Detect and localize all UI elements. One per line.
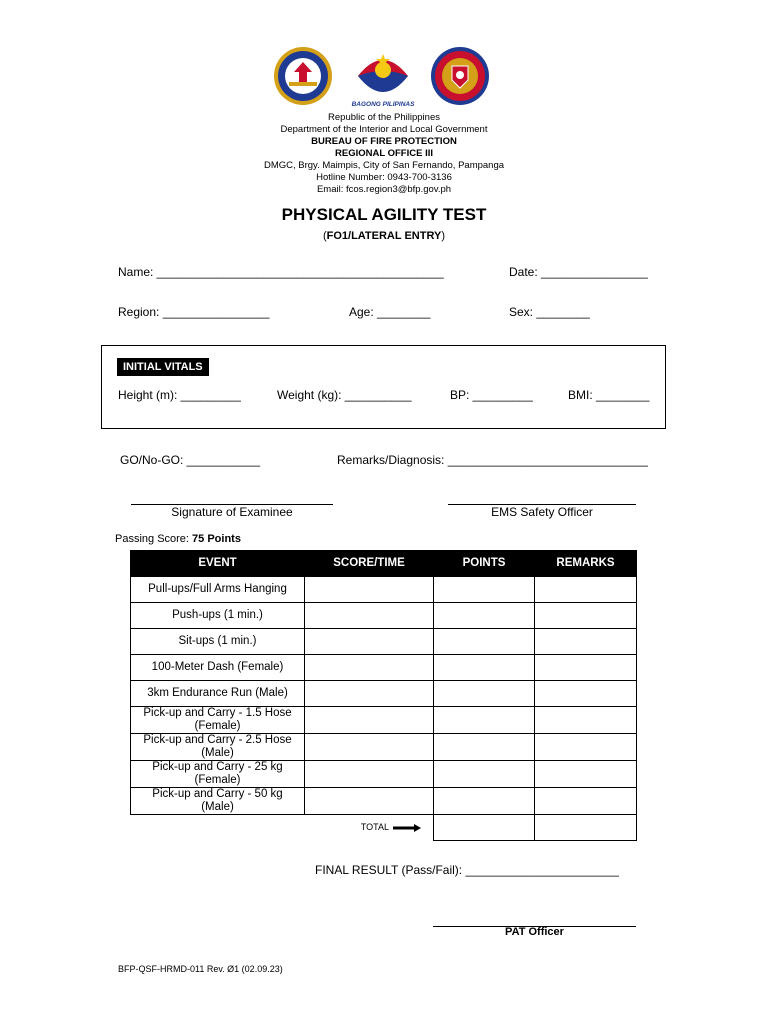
page-title: PHYSICAL AGILITY TEST [281, 205, 487, 224]
points-cell[interactable] [434, 681, 535, 707]
table-row [131, 577, 637, 603]
score-time-cell[interactable] [305, 761, 434, 788]
initial-vitals-tag: INITIAL VITALS [117, 358, 209, 376]
event-cell [131, 629, 305, 655]
event-label-line: Sit-ups (1 min.) [178, 635, 257, 647]
column-header-event: EVENT [131, 551, 305, 577]
svg-text:BAGONG PILIPINAS: BAGONG PILIPINAS [351, 101, 415, 106]
go-nogo-field[interactable]: GO/No-GO: ___________ [120, 453, 261, 467]
height-field[interactable]: Height (m): _________ [118, 388, 241, 402]
final-result-field[interactable]: FINAL RESULT (Pass/Fail): _______________________ [315, 863, 619, 877]
event-cell [131, 734, 305, 761]
points-cell[interactable] [434, 734, 535, 761]
total-points-cell[interactable] [434, 815, 535, 841]
table-row [131, 655, 637, 681]
points-cell[interactable] [434, 577, 535, 603]
event-label-line: (Male) [201, 801, 234, 813]
event-cell [131, 655, 305, 681]
points-cell[interactable] [434, 788, 535, 815]
subtitle-text: FO1/LATERAL ENTRY [326, 230, 442, 242]
event-label-line: (Male) [201, 747, 234, 759]
event-cell [131, 761, 305, 788]
remarks-cell[interactable] [535, 629, 637, 655]
name-field[interactable]: Name: ___________________________________________ [118, 265, 444, 279]
table-body [131, 577, 637, 841]
event-label-line: 100-Meter Dash (Female) [151, 661, 284, 673]
score-time-cell[interactable] [305, 734, 434, 761]
region-field[interactable]: Region: ________________ [118, 305, 270, 319]
passing-score [115, 533, 241, 545]
arrow-right-icon [393, 824, 421, 832]
column-header-points: POINTS [434, 551, 535, 577]
event-label-line: (Female) [194, 720, 241, 732]
hotline-text: Hotline Number: 0943-700-3136 [316, 172, 452, 183]
table-row [131, 603, 637, 629]
table-header-row [131, 551, 637, 577]
remarks-cell[interactable] [535, 577, 637, 603]
total-row [131, 815, 637, 841]
table-row [131, 788, 637, 815]
score-time-cell[interactable] [305, 629, 434, 655]
event-label-line: Pull-ups/Full Arms Hanging [148, 583, 287, 595]
remarks-cell[interactable] [535, 603, 637, 629]
department-text: Department of the Interior and Local Government [280, 124, 488, 135]
event-label-line: Pick-up and Carry - 25 kg [152, 761, 283, 773]
points-cell[interactable] [434, 655, 535, 681]
score-time-cell[interactable] [305, 603, 434, 629]
subtitle-open: ( [322, 230, 327, 242]
event-cell [131, 681, 305, 707]
date-field[interactable]: Date: ________________ [509, 265, 648, 279]
score-time-cell[interactable] [305, 655, 434, 681]
score-time-cell[interactable] [305, 707, 434, 734]
score-time-cell[interactable] [305, 577, 434, 603]
event-label-line: Push-ups (1 min.) [172, 609, 263, 621]
remarks-cell[interactable] [535, 761, 637, 788]
email-text: Email: fcos.region3@bfp.gov.ph [316, 184, 452, 195]
remarks-cell[interactable] [535, 734, 637, 761]
logos [0, 46, 768, 106]
points-cell[interactable] [434, 761, 535, 788]
regional-office-text: REGIONAL OFFICE III [335, 148, 433, 159]
event-label-line: Pick-up and Carry - 2.5 Hose [143, 734, 292, 746]
points-cell[interactable] [434, 707, 535, 734]
form-code: BFP-QSF-HRMD-011 Rev. Ø1 (02.09.23) [118, 964, 283, 974]
total-label: TOTAL [360, 822, 389, 833]
remarks-diagnosis-field[interactable]: Remarks/Diagnosis: ______________________________ [337, 453, 648, 467]
event-cell [131, 577, 305, 603]
remarks-cell[interactable] [535, 655, 637, 681]
table-row [131, 761, 637, 788]
score-time-cell[interactable] [305, 788, 434, 815]
address-text: DMGC, Brgy. Maimpis, City of San Fernando, Pampanga [263, 160, 505, 171]
table-row [131, 629, 637, 655]
remarks-cell[interactable] [535, 707, 637, 734]
points-cell[interactable] [434, 629, 535, 655]
event-label-line: (Female) [194, 774, 241, 786]
total-label-cell [131, 815, 434, 841]
weight-field[interactable]: Weight (kg): __________ [277, 388, 412, 402]
event-cell [131, 603, 305, 629]
pat-officer-label: PAT Officer [505, 926, 564, 938]
event-label-line: 3km Endurance Run (Male) [147, 687, 288, 699]
agility-test-table [130, 550, 637, 841]
column-header-score-time: SCORE/TIME [305, 551, 434, 577]
subtitle-close: ) [441, 230, 446, 242]
event-cell [131, 707, 305, 734]
remarks-cell[interactable] [535, 681, 637, 707]
passing-score-label: Passing Score: [115, 533, 193, 545]
column-header-remarks: REMARKS [535, 551, 637, 577]
remarks-cell[interactable] [535, 788, 637, 815]
page-subtitle [0, 230, 768, 242]
sex-field[interactable]: Sex: ________ [509, 305, 590, 319]
bfp-seal-logo [274, 47, 332, 105]
event-cell [131, 788, 305, 815]
table-row [131, 681, 637, 707]
age-field[interactable]: Age: ________ [349, 305, 431, 319]
bureau-text: BUREAU OF FIRE PROTECTION [311, 136, 457, 147]
region-iii-seal-logo [431, 47, 489, 105]
bp-field[interactable]: BP: _________ [450, 388, 533, 402]
event-label-line: Pick-up and Carry - 1.5 Hose [143, 707, 292, 719]
points-cell[interactable] [434, 603, 535, 629]
table-row [131, 734, 637, 761]
republic-text: Republic of the Philippines [328, 112, 440, 123]
examinee-signature-label: Signature of Examinee [171, 505, 293, 519]
event-label-line: Pick-up and Carry - 50 kg [152, 788, 283, 800]
bagong-pilipinas-logo [352, 54, 416, 106]
bmi-field[interactable]: BMI: ________ [568, 388, 650, 402]
ems-signature-label: EMS Safety Officer [491, 505, 593, 519]
score-time-cell[interactable] [305, 681, 434, 707]
table-row [131, 707, 637, 734]
passing-score-value: 75 Points [192, 533, 241, 545]
total-remarks-cell[interactable] [535, 815, 637, 841]
